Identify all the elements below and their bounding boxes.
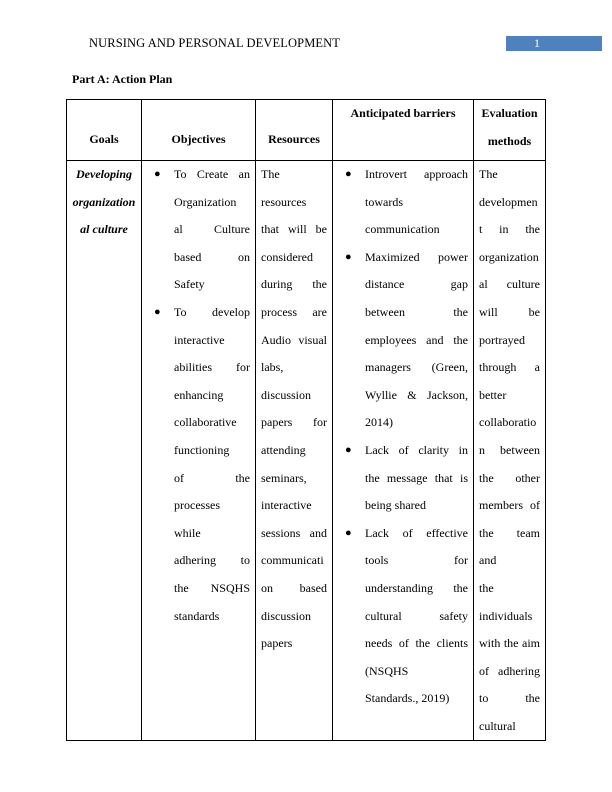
text-line: needs of the clients <box>365 636 468 651</box>
evaluation-cell <box>474 161 546 741</box>
text-line: processes <box>174 498 220 513</box>
text-line: al Culture <box>174 222 250 237</box>
column-header-objectives: Objectives <box>142 100 256 161</box>
text-line: functioning <box>174 442 230 457</box>
column-header-anticipated-barriers: Anticipated barriers <box>333 100 474 161</box>
bullet-icon: ● <box>154 168 161 180</box>
text-line: papers for <box>261 415 327 430</box>
text-line: tools for <box>365 553 468 568</box>
text-line: between the <box>365 304 468 319</box>
text-line: the message that is <box>365 470 468 485</box>
text-line: employees and the <box>365 332 468 347</box>
text-line: The <box>261 167 280 181</box>
column-header-evaluation-methods: Evaluation methods <box>474 100 546 161</box>
text-line: portrayed <box>479 332 525 347</box>
text-line: discussion <box>261 387 312 402</box>
text-line: Standards., 2019) <box>365 691 450 706</box>
text-line: Maximized power <box>365 249 468 264</box>
text-line: of adhering <box>479 663 540 678</box>
text-line: organization <box>72 194 136 209</box>
list-item <box>338 520 468 713</box>
bullet-icon: ● <box>154 305 161 318</box>
text-line: Lack of clarity in <box>365 442 468 457</box>
resources-cell <box>256 161 333 741</box>
text-line: while <box>174 525 201 540</box>
text-line: discussion <box>261 608 312 623</box>
text-line: To develop <box>174 304 250 319</box>
text-line: Lack of effective <box>365 525 468 540</box>
text-line: To Create an <box>174 167 250 181</box>
text-line: better <box>479 387 507 402</box>
text-line: adhering to <box>174 553 250 568</box>
column-header-resources: Resources <box>256 100 333 161</box>
text-line: through a <box>479 360 540 375</box>
text-line: t in the <box>479 222 540 237</box>
text-line: (NSQHS <box>365 663 409 678</box>
text-line: of the <box>174 470 250 485</box>
section-title: Part A: Action Plan <box>72 72 173 86</box>
text-line: considered <box>261 249 313 264</box>
text-line: Developing <box>76 167 132 181</box>
text-line: developmen <box>479 194 538 209</box>
text-line: al culture <box>479 277 540 292</box>
text-line: standards <box>174 608 220 623</box>
text-line: enhancing <box>174 387 224 402</box>
text-line: collaboratio <box>479 415 537 430</box>
text-line: that will be <box>261 222 327 237</box>
table-row <box>67 161 546 741</box>
text-line: communicati <box>261 553 324 568</box>
table-header-row <box>67 100 546 161</box>
page-number-badge: 1 <box>506 36 602 51</box>
text-line: process are <box>261 304 327 319</box>
list-item <box>147 299 250 630</box>
text-line: collaborative <box>174 415 237 430</box>
text-line: during the <box>261 277 327 292</box>
text-line: The <box>479 167 498 181</box>
text-line: communication <box>365 222 440 237</box>
list-item <box>338 244 468 437</box>
bullet-icon: ● <box>345 168 352 180</box>
running-header-title: NURSING AND PERSONAL DEVELOPMENT <box>89 36 341 50</box>
text-line: Safety <box>174 277 205 292</box>
text-line: the team and <box>479 525 540 568</box>
text-line: Audio visual <box>261 332 327 347</box>
objectives-cell <box>142 161 256 741</box>
bullet-icon: ● <box>345 443 352 456</box>
text-line: understanding the <box>365 580 468 595</box>
text-line: the <box>479 580 494 595</box>
text-line: labs, <box>261 360 284 375</box>
text-line: n between <box>479 442 540 457</box>
text-line: managers (Green, <box>365 360 468 375</box>
text-line: abilities for <box>174 360 250 375</box>
text-line: being shared <box>365 498 426 513</box>
bullet-icon: ● <box>345 526 352 539</box>
text-line: will be <box>479 304 540 319</box>
text-line: resources <box>261 194 307 209</box>
text-line: towards <box>365 194 403 209</box>
text-line: the other <box>479 470 540 485</box>
text-line: Introvert approach <box>365 167 468 181</box>
text-line: members of <box>479 498 540 513</box>
text-line: distance gap <box>365 277 468 292</box>
text-line: with the aim <box>479 636 540 651</box>
goal-cell <box>67 161 142 741</box>
text-line: cultural <box>479 718 516 733</box>
text-line: organization <box>479 249 539 264</box>
text-line: the NSQHS <box>174 580 250 595</box>
bullet-icon: ● <box>345 250 352 263</box>
text-line: interactive <box>174 332 225 347</box>
text-line: Organization <box>174 194 237 209</box>
list-item <box>338 437 468 520</box>
text-line: cultural safety <box>365 608 468 623</box>
action-plan-table <box>66 99 546 741</box>
text-line: interactive <box>261 498 312 513</box>
text-line: papers <box>261 636 293 651</box>
text-line: attending <box>261 442 306 457</box>
list-item <box>147 161 250 299</box>
text-line: sessions and <box>261 525 327 540</box>
text-line: based on <box>174 249 250 264</box>
text-line: seminars, <box>261 470 307 485</box>
text-line: Wyllie & Jackson, <box>365 387 468 402</box>
text-line: 2014) <box>365 415 393 430</box>
text-line: to the <box>479 691 540 706</box>
text-line: individuals <box>479 608 533 623</box>
list-item <box>338 161 468 244</box>
barriers-cell <box>333 161 474 741</box>
column-header-goals: Goals <box>67 100 142 161</box>
text-line: on based <box>261 580 327 595</box>
text-line: al culture <box>80 222 128 237</box>
